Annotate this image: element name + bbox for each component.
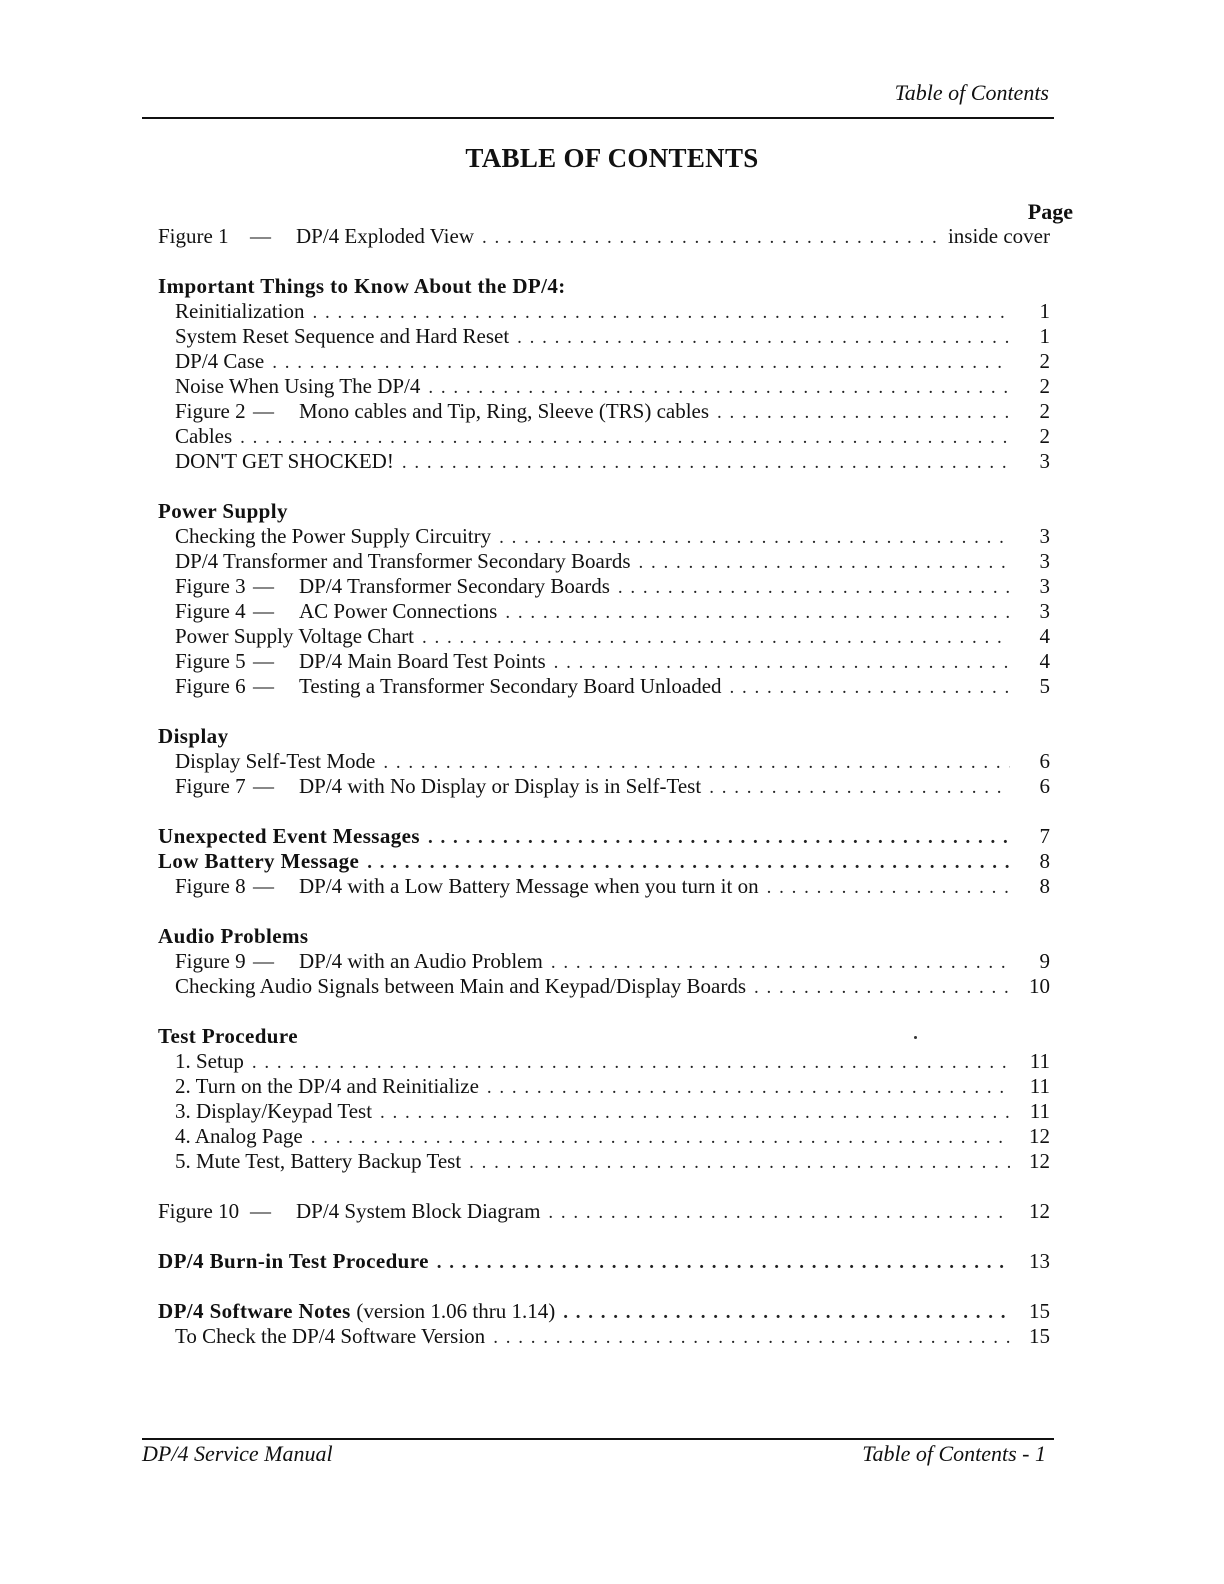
toc-entry[interactable]: DP/4 Case . . . 2: [158, 349, 1050, 374]
dot-leader: [551, 950, 1010, 975]
toc-entry[interactable]: To Check the DP/4 Software Version . . . 15: [158, 1324, 1050, 1349]
dot-leader: [422, 625, 1010, 650]
section-heading-software-notes[interactable]: DP/4 Software Notes (version 1.06 thru 1.14) . . . 15: [158, 1299, 1050, 1324]
dot-leader: [428, 375, 1010, 400]
toc-entry[interactable]: Reinitialization . . . 1: [158, 299, 1050, 324]
dot-leader: [767, 875, 1010, 900]
dot-leader: [312, 300, 1010, 325]
toc-entry-figure-6[interactable]: Figure 6 — Testing a Transformer Secondary Board Unloaded . . . 5: [158, 674, 1050, 699]
dot-leader: [548, 1200, 1010, 1225]
toc-entry-figure-8[interactable]: Figure 8 — DP/4 with a Low Battery Message when you turn it on . . . 8: [158, 874, 1050, 899]
toc-entry[interactable]: DP/4 Transformer and Transformer Secondary Boards . . . 3: [158, 549, 1050, 574]
toc-entry[interactable]: 2. Turn on the DP/4 and Reinitialize . . . 11: [158, 1074, 1050, 1099]
dot-leader: [380, 1100, 1010, 1125]
header-rule: [142, 117, 1054, 119]
dot-leader: [272, 350, 1010, 375]
dot-leader: [730, 675, 1010, 700]
section-heading-burn-in-test-procedure[interactable]: DP/4 Burn-in Test Procedure . . . 13: [158, 1249, 1050, 1274]
dot-leader: [437, 1250, 1010, 1275]
dot-leader: [487, 1075, 1010, 1100]
toc-entry-figure-1[interactable]: [158, 224, 1050, 249]
toc-entry[interactable]: Checking Audio Signals between Main and Keypad/Display Boards . . . 10: [158, 974, 1050, 999]
scan-speck: [914, 1036, 917, 1039]
section-heading-audio-problems[interactable]: Audio Problems: [158, 924, 309, 948]
dot-leader: [482, 225, 944, 250]
dot-leader: [367, 850, 1010, 875]
toc-entry-figure-10[interactable]: Figure 10 — DP/4 System Block Diagram . . . 12: [158, 1199, 1050, 1224]
running-header: Table of Contents: [894, 80, 1049, 105]
toc-entry[interactable]: Checking the Power Supply Circuitry . . . 3: [158, 524, 1050, 549]
section-heading-unexpected-event-messages[interactable]: Unexpected Event Messages . . . 7: [158, 824, 1050, 849]
section-heading-display[interactable]: Display: [158, 724, 229, 748]
section-heading-important[interactable]: Important Things to Know About the DP/4:: [158, 274, 566, 298]
dot-leader: [563, 1300, 1010, 1325]
toc-entry-figure-2[interactable]: Figure 2 — Mono cables and Tip, Ring, Sleeve (TRS) cables . . . 2: [158, 399, 1050, 424]
page-title: TABLE OF CONTENTS: [465, 143, 759, 173]
dot-leader: [639, 550, 1010, 575]
section-heading-test-procedure[interactable]: Test Procedure: [158, 1024, 298, 1048]
toc-entry[interactable]: Noise When Using The DP/4 . . . 2: [158, 374, 1050, 399]
toc-entry-figure-4[interactable]: Figure 4 — AC Power Connections . . . 3: [158, 599, 1050, 624]
dot-leader: [517, 325, 1010, 350]
dot-leader: [717, 400, 1010, 425]
footer-page-number: Table of Contents - 1: [862, 1441, 1046, 1466]
toc-entry-figure-7[interactable]: Figure 7 — DP/4 with No Display or Display is in Self-Test . . . 6: [158, 774, 1050, 799]
toc-entry-figure-9[interactable]: Figure 9 — DP/4 with an Audio Problem . . . 9: [158, 949, 1050, 974]
dot-leader: [499, 525, 1010, 550]
dot-leader: [493, 1325, 1010, 1350]
toc-entry-figure-5[interactable]: Figure 5 — DP/4 Main Board Test Points . . . 4: [158, 649, 1050, 674]
toc-entry-page: inside cover: [947, 224, 1050, 248]
toc-entry[interactable]: 3. Display/Keypad Test . . . 11: [158, 1099, 1050, 1124]
toc-entry[interactable]: System Reset Sequence and Hard Reset . . . 1: [158, 324, 1050, 349]
page-column-label: Page: [1027, 199, 1073, 224]
toc-entry[interactable]: Display Self-Test Mode . . . 6: [158, 749, 1050, 774]
dot-leader: [311, 1125, 1010, 1150]
dot-leader: [428, 825, 1010, 850]
dot-leader: [240, 425, 1010, 450]
toc-entry-label: Figure 1 — DP/4 Exploded View: [158, 224, 475, 248]
dot-leader: [402, 450, 1010, 475]
dot-leader: [709, 775, 1010, 800]
dot-leader: [754, 975, 1010, 1000]
toc-entry[interactable]: 5. Mute Test, Battery Backup Test . . . 12: [158, 1149, 1050, 1174]
dot-leader: [469, 1150, 1010, 1175]
toc-entry-figure-3[interactable]: Figure 3 — DP/4 Transformer Secondary Boards . . . 3: [158, 574, 1050, 599]
section-heading-power-supply[interactable]: Power Supply: [158, 499, 288, 523]
dot-leader: [505, 600, 1010, 625]
toc-entry[interactable]: 4. Analog Page . . . 12: [158, 1124, 1050, 1149]
toc-list: [158, 224, 1050, 1349]
toc-entry[interactable]: 1. Setup . . . 11: [158, 1049, 1050, 1074]
dot-leader: [383, 750, 1010, 775]
footer-rule: [142, 1438, 1054, 1440]
toc-entry[interactable]: Power Supply Voltage Chart . . . 4: [158, 624, 1050, 649]
dot-leader: [618, 575, 1010, 600]
toc-entry[interactable]: Cables . . . 2: [158, 424, 1050, 449]
dot-leader: [554, 650, 1010, 675]
footer-manual-title: DP/4 Service Manual: [142, 1441, 333, 1466]
dot-leader: [252, 1050, 1010, 1075]
toc-entry[interactable]: DON'T GET SHOCKED! . . . 3: [158, 449, 1050, 474]
section-heading-low-battery-message[interactable]: Low Battery Message . . . 8: [158, 849, 1050, 874]
